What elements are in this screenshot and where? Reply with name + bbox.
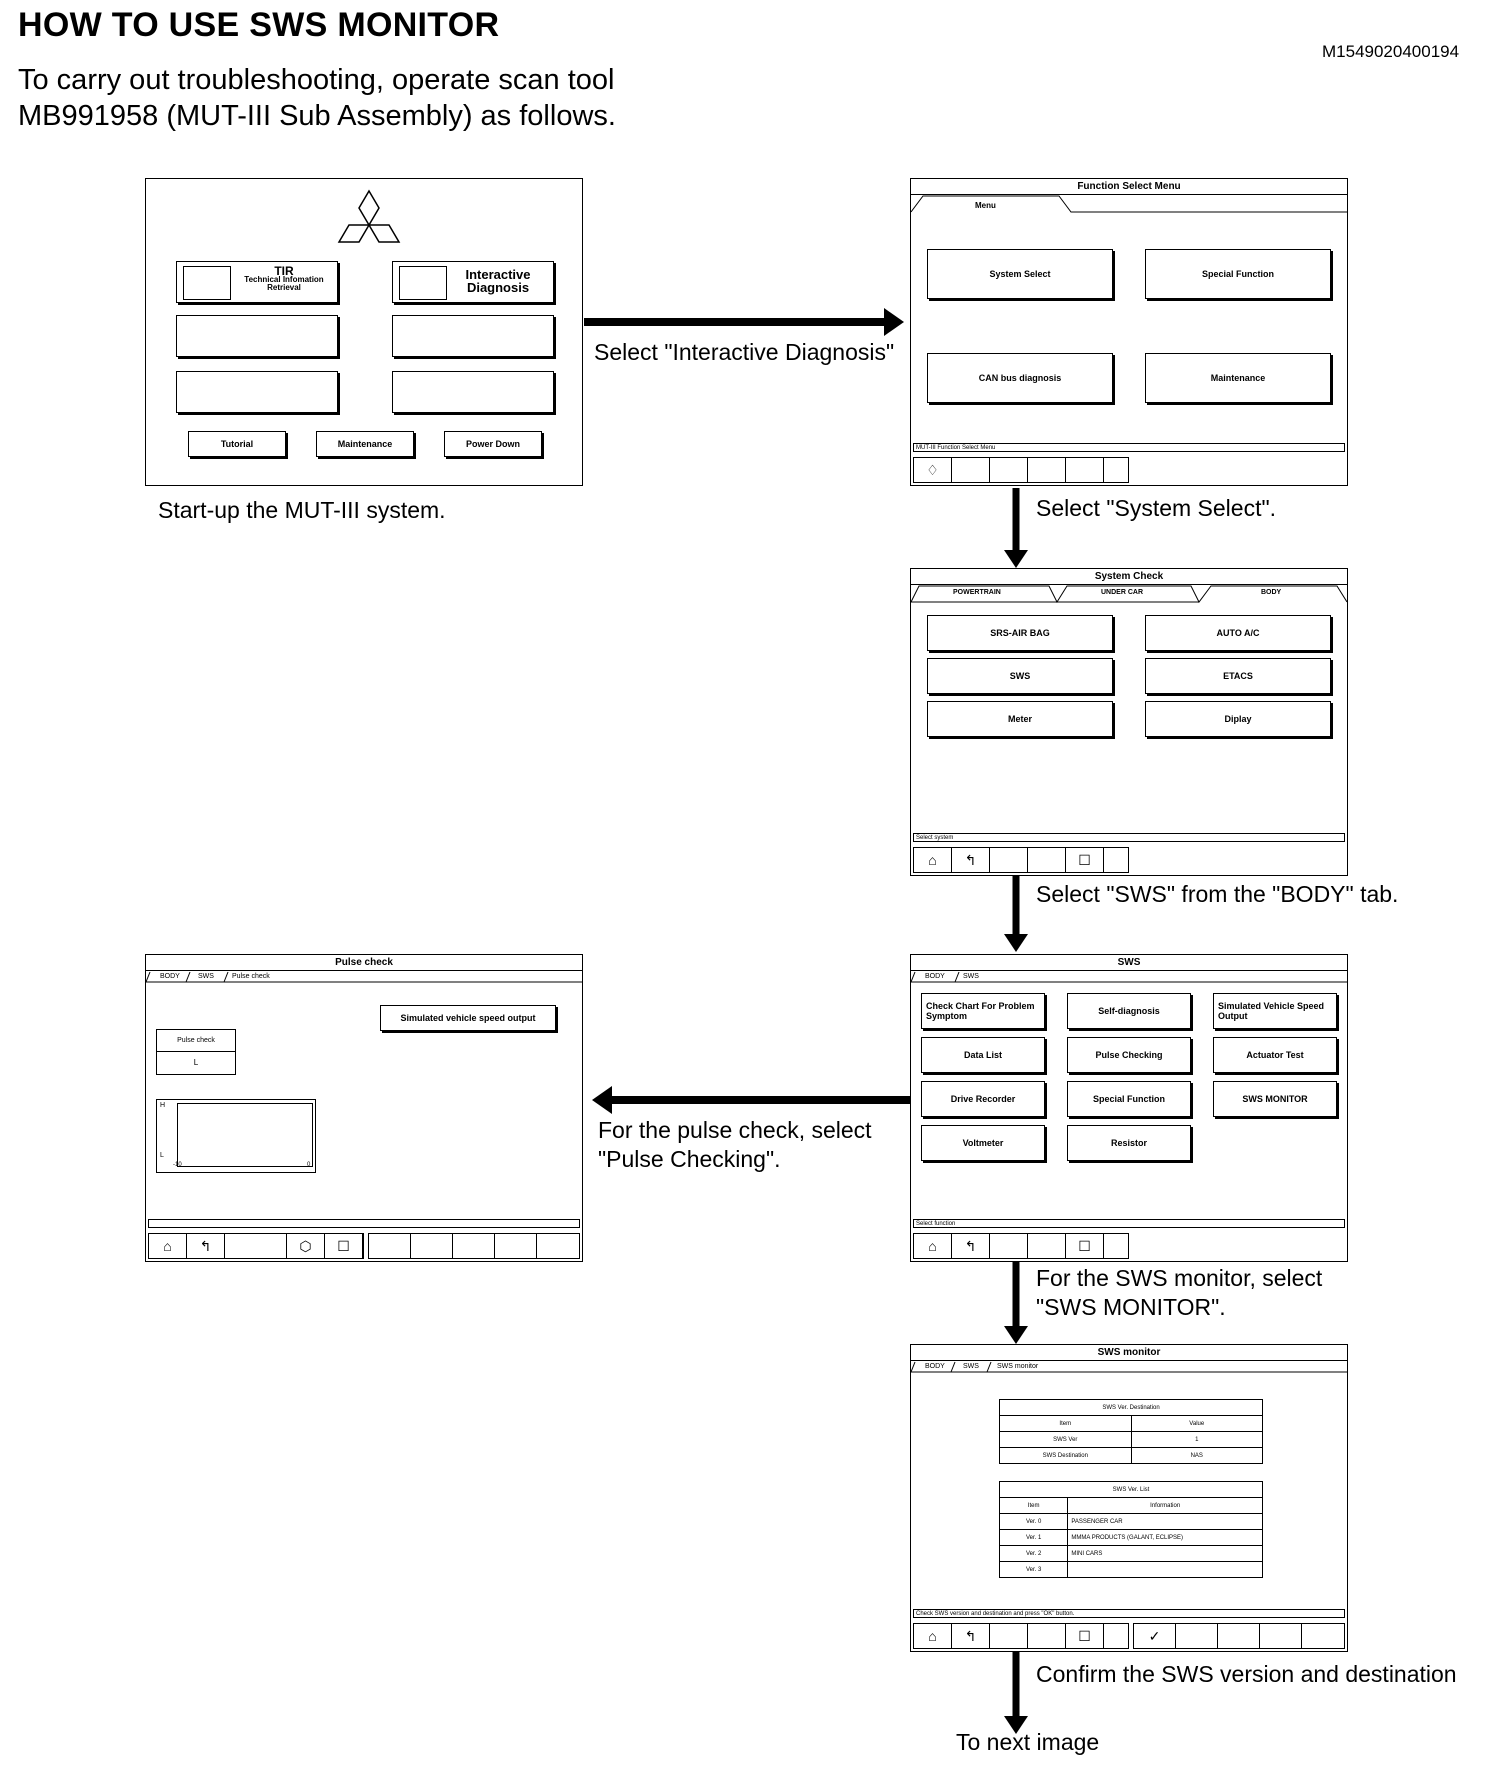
auto-ac-button[interactable]: AUTO A/C <box>1145 615 1331 651</box>
pulse-graph-plot <box>177 1103 313 1167</box>
home-icon[interactable]: ⌂ <box>149 1234 187 1258</box>
meter-button[interactable]: Meter <box>927 701 1113 737</box>
toolbar-slot-2[interactable] <box>1028 1624 1066 1648</box>
pulse-status <box>148 1219 580 1228</box>
arrow-system-to-sws <box>1004 876 1028 952</box>
sws-screen <box>910 954 1348 1262</box>
resistor-button[interactable]: Resistor <box>1067 1125 1191 1161</box>
sws-status: Select function <box>913 1219 1345 1228</box>
toolbar-slot-3[interactable] <box>1028 458 1066 482</box>
document-title: HOW TO USE SWS MONITOR <box>18 6 500 44</box>
interactive-diagnosis-button[interactable] <box>392 261 554 303</box>
crumb-sws[interactable]: SWS <box>963 1363 979 1370</box>
sws-monitor-toolbar-right <box>1133 1623 1345 1649</box>
axis-right-tick: 0 <box>307 1162 311 1168</box>
table-row <box>1000 1562 1263 1578</box>
etacs-button[interactable]: ETACS <box>1145 658 1331 694</box>
toolbar-slot-1[interactable] <box>225 1234 287 1258</box>
back-icon[interactable]: ↰ <box>952 1624 990 1648</box>
caption-pulse-line-1: For the pulse check, select <box>598 1117 872 1143</box>
caption-select-sws: Select "SWS" from the "BODY" tab. <box>1036 881 1399 907</box>
caption-confirm: Confirm the SWS version and destination <box>1036 1661 1457 1687</box>
table-row <box>1000 1514 1263 1530</box>
table-cell: SWS Ver <box>1000 1432 1132 1448</box>
table-cell <box>1068 1562 1263 1578</box>
table-row <box>1000 1416 1263 1432</box>
function-menu-status: MUT-III Function Select Menu <box>913 443 1345 452</box>
toolbar-right-slot-2[interactable] <box>1176 1624 1218 1648</box>
ok-check-icon[interactable]: ✓ <box>1134 1624 1176 1648</box>
sws-monitor-screen <box>910 1344 1348 1652</box>
sws-version-destination-table <box>999 1399 1263 1464</box>
toolbar-right-slot-5[interactable] <box>1302 1624 1344 1648</box>
window-icon[interactable]: ☐ <box>1066 1234 1104 1258</box>
mitsubishi-home-icon[interactable]: ♢ <box>914 458 952 482</box>
tir-title: TIR <box>274 264 294 278</box>
table-row <box>1000 1448 1263 1464</box>
pulse-check-value: L <box>193 1058 199 1067</box>
toolbar-slot-1[interactable] <box>990 1234 1028 1258</box>
toolbar-right-slot-4[interactable] <box>1260 1624 1302 1648</box>
table-cell: MMMA PRODUCTS (GALANT, ECLIPSE) <box>1068 1530 1263 1546</box>
document-id: M1549020400194 <box>1322 42 1460 61</box>
window-icon[interactable]: ☐ <box>1066 848 1104 872</box>
maintenance-button[interactable]: Maintenance <box>316 431 414 457</box>
toolbar-slot-4[interactable] <box>1066 458 1104 482</box>
pulse-checking-button[interactable]: Pulse Checking <box>1067 1037 1191 1073</box>
data-list-button[interactable]: Data List <box>921 1037 1045 1073</box>
drive-recorder-button[interactable]: Drive Recorder <box>921 1081 1045 1117</box>
srs-airbag-button[interactable]: SRS-AIR BAG <box>927 615 1113 651</box>
sws-monitor-status: Check SWS version and destination and press "OK" button. <box>913 1609 1345 1618</box>
toolbar-slot-2[interactable] <box>990 458 1028 482</box>
arrow-sws-to-monitor <box>1004 1262 1028 1344</box>
actuator-test-button[interactable]: Actuator Test <box>1213 1037 1337 1073</box>
intro-line-1: To carry out troubleshooting, operate scan tool <box>18 64 615 96</box>
pulse-check-label: Pulse check <box>157 1030 235 1052</box>
caption-startup: Start-up the MUT-III system. <box>158 497 446 523</box>
table-cell: SWS Destination <box>1000 1448 1132 1464</box>
crumb-sws[interactable]: SWS <box>963 973 979 980</box>
can-bus-button[interactable]: CAN bus diagnosis <box>927 353 1113 403</box>
caption-select-interactive: Select "Interactive Diagnosis" <box>594 339 895 365</box>
special-function-button[interactable]: Special Function <box>1145 249 1331 299</box>
toolbar-slot-2[interactable] <box>1028 1234 1066 1258</box>
toolbar-slot-1[interactable] <box>952 458 990 482</box>
tutorial-button[interactable]: Tutorial <box>188 431 286 457</box>
crumb-pulse-check[interactable]: Pulse check <box>232 973 270 980</box>
table-cell: Value <box>1131 1416 1263 1432</box>
table-cell: MINI CARS <box>1068 1546 1263 1562</box>
system-check-toolbar <box>913 847 1129 873</box>
table-cell: Ver. 0 <box>1000 1514 1068 1530</box>
display-button[interactable]: Diplay <box>1145 701 1331 737</box>
system-check-title: System Check <box>911 569 1347 585</box>
toolbar-right-slot-2[interactable] <box>411 1234 453 1258</box>
pulse-toolbar <box>148 1233 364 1259</box>
self-diagnosis-button[interactable]: Self-diagnosis <box>1067 993 1191 1029</box>
tab-menu[interactable]: Menu <box>975 201 996 210</box>
table-row <box>1000 1546 1263 1562</box>
tab-body[interactable]: BODY <box>1261 589 1282 596</box>
back-icon[interactable]: ↰ <box>952 848 990 872</box>
toolbar-right-slot-1[interactable] <box>369 1234 411 1258</box>
system-check-screen <box>910 568 1348 876</box>
maintenance-menu-button[interactable]: Maintenance <box>1145 353 1331 403</box>
table-row <box>1000 1530 1263 1546</box>
home-icon[interactable]: ⌂ <box>914 1234 952 1258</box>
check-chart-button[interactable]: Check Chart For Problem Symptom <box>921 993 1045 1029</box>
sws-monitor-button[interactable]: SWS MONITOR <box>1213 1081 1337 1117</box>
sws-title: SWS <box>911 955 1347 971</box>
caption-select-system: Select "System Select". <box>1036 495 1277 521</box>
sws-monitor-toolbar <box>913 1623 1129 1649</box>
arrow-menu-to-system <box>1004 488 1028 568</box>
table-cell: Ver. 3 <box>1000 1562 1068 1578</box>
mitsubishi-logo-icon <box>332 189 406 253</box>
crumb-sws-monitor[interactable]: SWS monitor <box>997 1363 1039 1370</box>
home-icon[interactable]: ⌂ <box>914 1624 952 1648</box>
tab-powertrain[interactable]: POWERTRAIN <box>953 589 1001 596</box>
tab-under-car[interactable]: UNDER CAR <box>1101 589 1143 596</box>
caption-pulse <box>598 1116 872 1174</box>
system-check-status: Select system <box>913 833 1345 842</box>
table-cell: Item <box>1000 1416 1132 1432</box>
simulated-speed-button[interactable]: Simulated Vehicle Speed Output <box>1213 993 1337 1029</box>
tir-icon <box>183 266 231 300</box>
crumb-body[interactable]: BODY <box>925 973 945 980</box>
caption-monitor-line-2: "SWS MONITOR". <box>1036 1294 1226 1320</box>
toolbar-right-slot-3[interactable] <box>1218 1624 1260 1648</box>
function-menu-toolbar <box>913 457 1129 483</box>
arrow-monitor-to-next <box>1004 1652 1028 1734</box>
table-cell: NAS <box>1131 1448 1263 1464</box>
back-icon[interactable]: ↰ <box>952 1234 990 1258</box>
pulse-check-box <box>156 1029 236 1075</box>
axis-h-label: H <box>160 1102 166 1109</box>
sws-version-list-table <box>999 1481 1263 1578</box>
table-cell: Ver. 2 <box>1000 1546 1068 1562</box>
table-cell: PASSENGER CAR <box>1068 1514 1263 1530</box>
sws-toolbar <box>913 1233 1129 1259</box>
arrow-sws-to-pulse <box>592 1086 912 1114</box>
tir-subtitle: Technical Infomation Retrieval <box>244 275 324 292</box>
table-cell: Item <box>1000 1498 1068 1514</box>
interactive-label: Interactive Diagnosis <box>465 267 531 295</box>
function-menu-screen <box>910 178 1348 486</box>
axis-left-tick: -10 <box>173 1162 182 1168</box>
sws-button[interactable]: SWS <box>927 658 1113 694</box>
power-down-button[interactable]: Power Down <box>444 431 542 457</box>
table-cell: Information <box>1068 1498 1263 1514</box>
caption-monitor-line-1: For the SWS monitor, select <box>1036 1265 1323 1291</box>
pulse-toolbar-right <box>368 1233 580 1259</box>
blank-button-3[interactable] <box>176 371 338 413</box>
pulse-check-title: Pulse check <box>146 955 582 971</box>
startup-screen <box>145 178 583 486</box>
special-function-sws-button[interactable]: Special Function <box>1067 1081 1191 1117</box>
toolbar-right-slot-3[interactable] <box>453 1234 495 1258</box>
toolbar-slot-1[interactable] <box>990 1624 1028 1648</box>
cube-icon[interactable]: ⬡ <box>287 1234 325 1258</box>
table1-title: SWS Ver. Destination <box>1000 1400 1263 1416</box>
intro-line-2: MB991958 (MUT-III Sub Assembly) as follows. <box>18 100 616 132</box>
simulated-speed-output-button[interactable]: Simulated vehicle speed output <box>380 1005 556 1031</box>
tir-button[interactable] <box>176 261 338 303</box>
toolbar-slot-2[interactable] <box>1028 848 1066 872</box>
crumb-body[interactable]: BODY <box>925 1363 945 1370</box>
caption-monitor <box>1036 1264 1322 1322</box>
window-icon[interactable]: ☐ <box>1066 1624 1104 1648</box>
back-icon[interactable]: ↰ <box>187 1234 225 1258</box>
table-cell: Ver. 1 <box>1000 1530 1068 1546</box>
toolbar-right-slot-5[interactable] <box>537 1234 579 1258</box>
interactive-icon <box>399 266 447 300</box>
home-icon[interactable]: ⌂ <box>914 848 952 872</box>
voltmeter-button[interactable]: Voltmeter <box>921 1125 1045 1161</box>
function-menu-title: Function Select Menu <box>911 179 1347 195</box>
crumb-body[interactable]: BODY <box>160 973 180 980</box>
blank-button-1[interactable] <box>176 315 338 357</box>
pulse-check-screen <box>145 954 583 1262</box>
system-select-button[interactable]: System Select <box>927 249 1113 299</box>
axis-l-label: L <box>160 1152 164 1159</box>
pulse-graph <box>156 1099 316 1173</box>
caption-next: To next image <box>956 1729 1100 1755</box>
window-icon[interactable]: ☐ <box>325 1234 363 1258</box>
table2-title: SWS Ver. List <box>1000 1482 1263 1498</box>
blank-button-4[interactable] <box>392 371 554 413</box>
blank-button-2[interactable] <box>392 315 554 357</box>
arrow-startup-to-menu <box>584 308 904 336</box>
crumb-sws[interactable]: SWS <box>198 973 214 980</box>
table-row <box>1000 1432 1263 1448</box>
sws-monitor-title: SWS monitor <box>911 1345 1347 1361</box>
table-cell: 1 <box>1131 1432 1263 1448</box>
caption-pulse-line-2: "Pulse Checking". <box>598 1146 781 1172</box>
toolbar-right-slot-4[interactable] <box>495 1234 537 1258</box>
table-row <box>1000 1498 1263 1514</box>
toolbar-slot-1[interactable] <box>990 848 1028 872</box>
